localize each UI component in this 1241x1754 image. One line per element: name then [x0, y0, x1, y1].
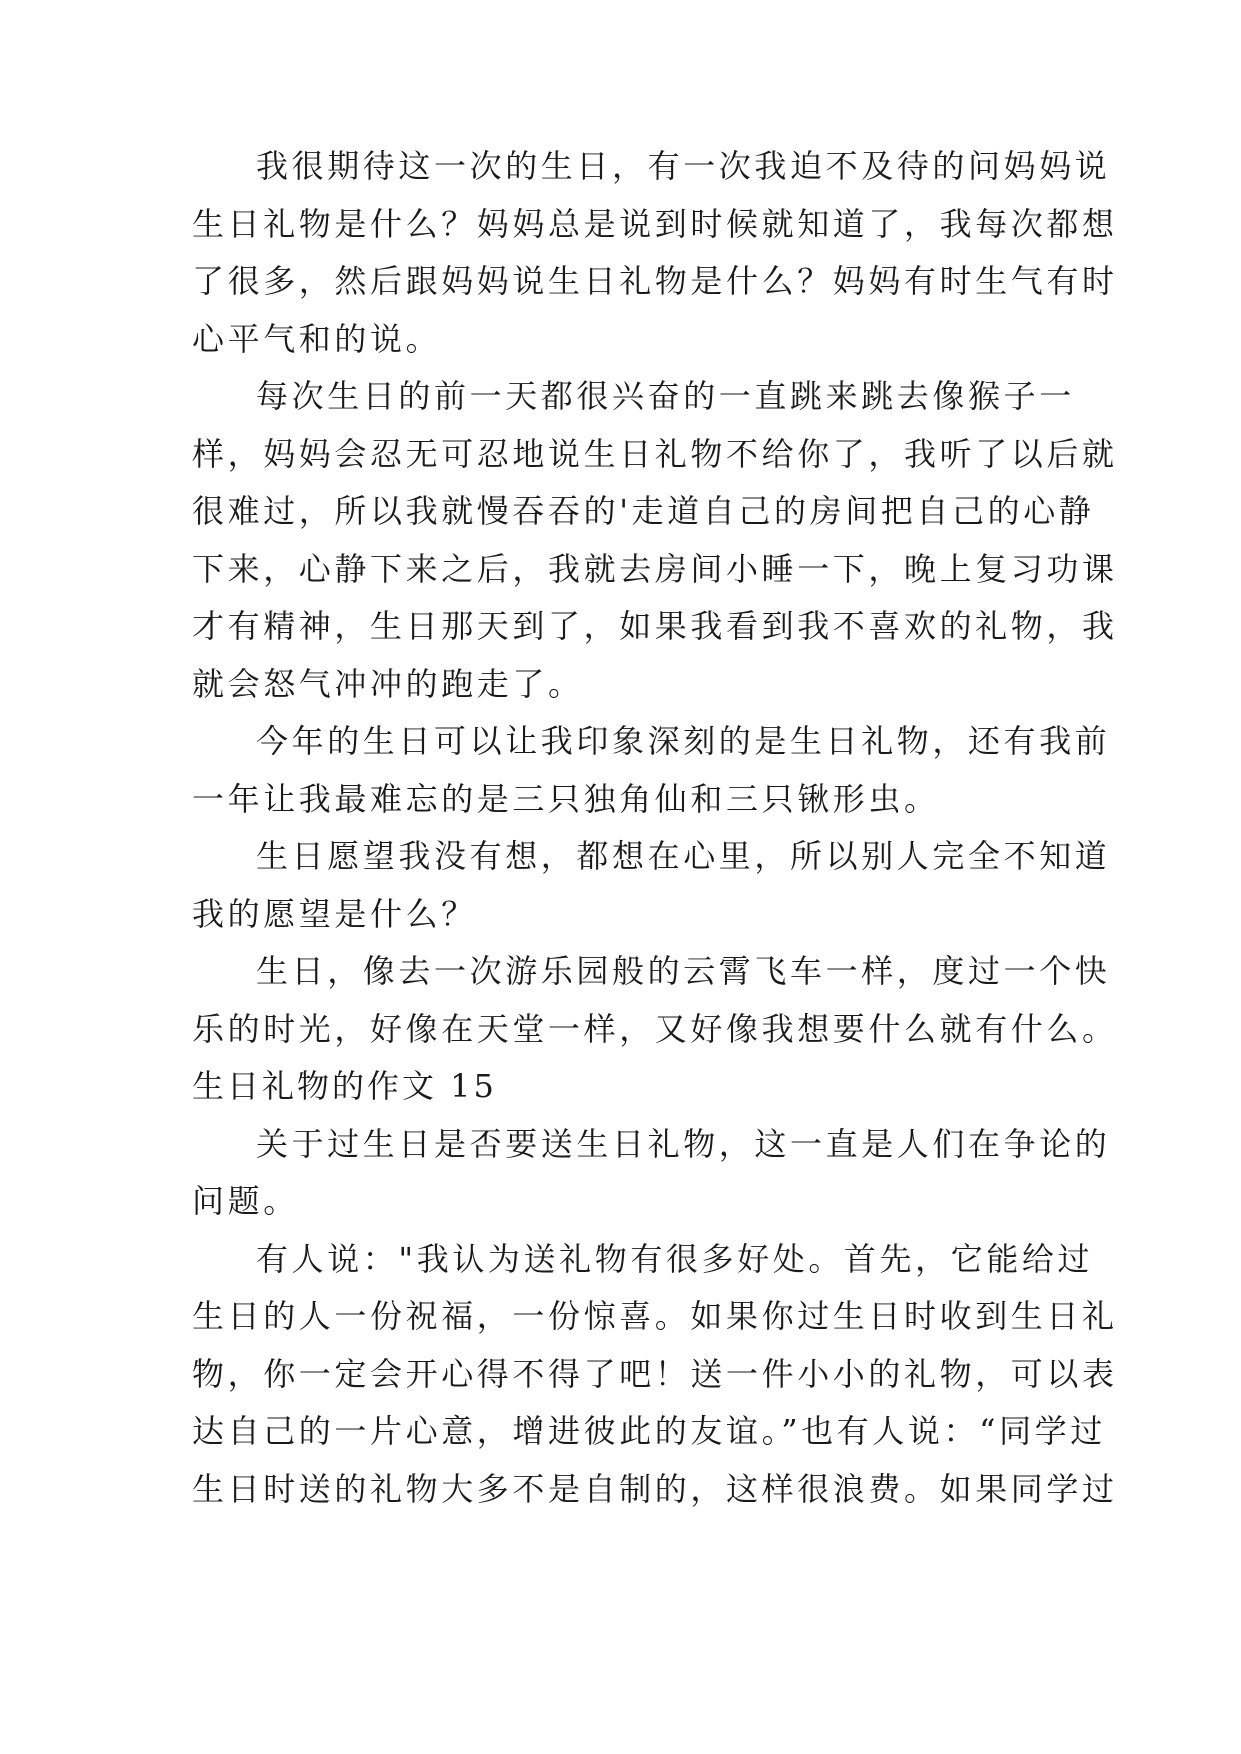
paragraph-line: 今年的生日可以让我印象深刻的是生日礼物，还有我前	[256, 722, 1111, 760]
paragraph-line: 心平气和的说。	[192, 320, 442, 358]
section-heading: 生日礼物的作文 15	[192, 1067, 497, 1105]
paragraph-line: 生日的人一份祝福，一份惊喜。如果你过生日时收到生日礼	[192, 1297, 1118, 1335]
paragraph-line: 很难过，所以我就慢吞吞的'走道自己的房间把自己的心静	[192, 492, 1095, 530]
paragraph-line: 我的愿望是什么？	[192, 895, 477, 933]
paragraph-line: 生日时送的礼物大多不是自制的，这样很浪费。如果同学过	[192, 1470, 1118, 1508]
paragraph-line: 物，你一定会开心得不得了吧！送一件小小的礼物，可以表	[192, 1355, 1118, 1393]
paragraph-line: 每次生日的前一天都很兴奋的一直跳来跳去像猴子一	[256, 377, 1075, 415]
paragraph-line: 一年让我最难忘的是三只独角仙和三只锹形虫。	[192, 780, 940, 818]
paragraph-line: 才有精神，生日那天到了，如果我看到我不喜欢的礼物，我	[192, 607, 1118, 645]
paragraph-line: 乐的时光，好像在天堂一样，又好像我想要什么就有什么。	[192, 1010, 1118, 1048]
paragraph-line: 问题。	[192, 1182, 299, 1220]
paragraph-line: 了很多，然后跟妈妈说生日礼物是什么？妈妈有时生气有时	[192, 262, 1118, 300]
paragraph-line: 有人说："我认为送礼物有很多好处。首先，它能给过	[256, 1240, 1094, 1278]
paragraph-line: 关于过生日是否要送生日礼物，这一直是人们在争论的	[256, 1125, 1111, 1163]
paragraph-line: 就会怒气冲冲的跑走了。	[192, 665, 584, 703]
paragraph-line: 达自己的一片心意，增进彼此的友谊。”也有人说：“同学过	[192, 1412, 1106, 1450]
paragraph-line: 我很期待这一次的生日，有一次我迫不及待的问妈妈说	[256, 147, 1111, 185]
paragraph-line: 下来，心静下来之后，我就去房间小睡一下，晚上复习功课	[192, 550, 1118, 588]
paragraph-line: 生日愿望我没有想，都想在心里，所以别人完全不知道	[256, 837, 1111, 875]
paragraph-line: 生日，像去一次游乐园般的云霄飞车一样，度过一个快	[256, 952, 1111, 990]
paragraph-line: 样，妈妈会忍无可忍地说生日礼物不给你了，我听了以后就	[192, 435, 1118, 473]
paragraph-line: 生日礼物是什么？妈妈总是说到时候就知道了，我每次都想	[192, 205, 1118, 243]
